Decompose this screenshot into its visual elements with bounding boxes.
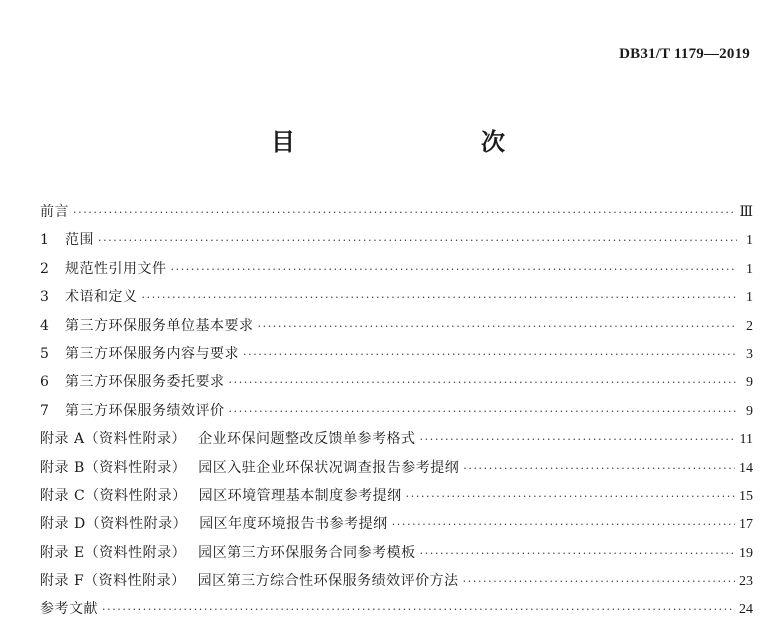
toc-page-number: 3: [746, 346, 753, 362]
toc-entry-number: 7: [40, 402, 50, 419]
toc-entry-label: [40, 510, 388, 538]
toc-entry[interactable]: [40, 425, 753, 453]
toc-page-number: 1: [746, 261, 753, 277]
dot-leader: [258, 313, 738, 341]
table-of-contents: [40, 198, 753, 624]
toc-entry[interactable]: [40, 454, 753, 482]
toc-entry-title: 前言: [40, 204, 69, 220]
toc-entry[interactable]: [40, 340, 753, 368]
toc-appendix-prefix: 附录 B（资料性附录）: [40, 459, 187, 476]
toc-entry-title: 范围: [65, 232, 94, 249]
toc-page-number: 9: [746, 375, 753, 391]
toc-entry-title: 第三方环保服务委托要求: [65, 374, 225, 391]
toc-entry[interactable]: [40, 312, 753, 340]
toc-appendix-prefix: 附录 C（资料性附录）: [40, 487, 187, 504]
toc-page-number: 19: [739, 545, 753, 561]
toc-entry-label: [40, 368, 225, 396]
toc-entry-label: [40, 226, 94, 254]
toc-entry[interactable]: [40, 595, 753, 623]
toc-entry-number: 3: [40, 289, 50, 306]
toc-entry[interactable]: [40, 198, 753, 226]
toc-entry-title: 规范性引用文件: [65, 260, 167, 277]
toc-entry[interactable]: [40, 368, 753, 396]
toc-entry-label: [40, 255, 167, 283]
dot-leader: [98, 227, 737, 255]
toc-entry-number: 4: [40, 317, 50, 334]
toc-entry-label: [40, 482, 402, 510]
toc-entry-title: 第三方环保服务绩效评价: [65, 402, 225, 419]
toc-page-number: 23: [739, 574, 753, 590]
toc-entry-number: 2: [40, 260, 50, 277]
toc-entry-title: 第三方环保服务内容与要求: [65, 345, 239, 362]
toc-page-number: 15: [739, 488, 753, 504]
toc-entry-title: 园区第三方综合性环保服务绩效评价方法: [197, 573, 459, 590]
toc-appendix-prefix: 附录 A（资料性附录）: [40, 431, 187, 448]
dot-leader: [463, 568, 735, 596]
dot-leader: [420, 426, 736, 454]
toc-appendix-prefix: 附录 F（资料性附录）: [40, 573, 186, 590]
toc-entry-label: [40, 539, 416, 567]
toc-entry-label: [40, 198, 69, 226]
toc-entry-title: 术语和定义: [65, 289, 138, 306]
dot-leader: [229, 398, 738, 426]
toc-entry-title: 园区环境管理基本制度参考提纲: [198, 487, 402, 504]
toc-entry-title: 企业环保问题整改反馈单参考格式: [198, 431, 416, 448]
standard-code: DB31/T 1179—2019: [619, 46, 750, 62]
dot-leader: [463, 455, 735, 483]
toc-page-number: 1: [746, 233, 753, 249]
toc-entry-label: [40, 283, 138, 311]
toc-entry[interactable]: [40, 539, 753, 567]
toc-entry[interactable]: [40, 567, 753, 595]
dot-leader: [229, 369, 738, 397]
dot-leader: [392, 511, 735, 539]
toc-page-number: 2: [746, 318, 753, 334]
toc-entry-title: 第三方环保服务单位基本要求: [65, 317, 254, 334]
toc-entry-label: [40, 454, 459, 482]
toc-entry[interactable]: [40, 482, 753, 510]
toc-page-number: 24: [739, 602, 753, 618]
toc-entry[interactable]: [40, 510, 753, 538]
toc-entry-title: 参考文献: [40, 601, 98, 618]
toc-entry-label: [40, 340, 239, 368]
toc-entry-title: 园区入驻企业环保状况调查报告参考提纲: [198, 459, 460, 476]
toc-page-number: 11: [739, 432, 753, 448]
dot-leader: [171, 256, 738, 284]
toc-entry-number: 1: [40, 232, 50, 249]
toc-appendix-prefix: 附录 D（资料性附录）: [40, 516, 188, 533]
toc-page-number: 9: [746, 403, 753, 419]
dot-leader: [102, 596, 735, 624]
dot-leader: [243, 341, 737, 369]
dot-leader: [142, 284, 738, 312]
toc-entry-label: [40, 595, 98, 623]
toc-page-number: 14: [739, 460, 753, 476]
dot-leader: [73, 199, 735, 227]
toc-entry-number: 5: [40, 345, 50, 362]
toc-entry[interactable]: [40, 397, 753, 425]
toc-entry-number: 6: [40, 374, 50, 391]
toc-entry-label: [40, 567, 459, 595]
toc-entry[interactable]: [40, 283, 753, 311]
toc-entry-label: [40, 312, 254, 340]
toc-page-number: Ⅲ: [739, 205, 753, 220]
toc-entry-title: 园区年度环境报告书参考提纲: [199, 516, 388, 533]
toc-page-number: 1: [746, 290, 753, 306]
toc-entry-label: [40, 425, 416, 453]
toc-page-number: 17: [739, 517, 753, 533]
dot-leader: [420, 540, 735, 568]
toc-entry-label: [40, 397, 225, 425]
page-title: 目 次: [271, 128, 551, 156]
dot-leader: [406, 483, 735, 511]
toc-entry-title: 园区第三方环保服务合同参考模板: [198, 544, 416, 561]
toc-appendix-prefix: 附录 E（资料性附录）: [40, 544, 187, 561]
toc-entry[interactable]: [40, 255, 753, 283]
toc-entry[interactable]: [40, 226, 753, 254]
